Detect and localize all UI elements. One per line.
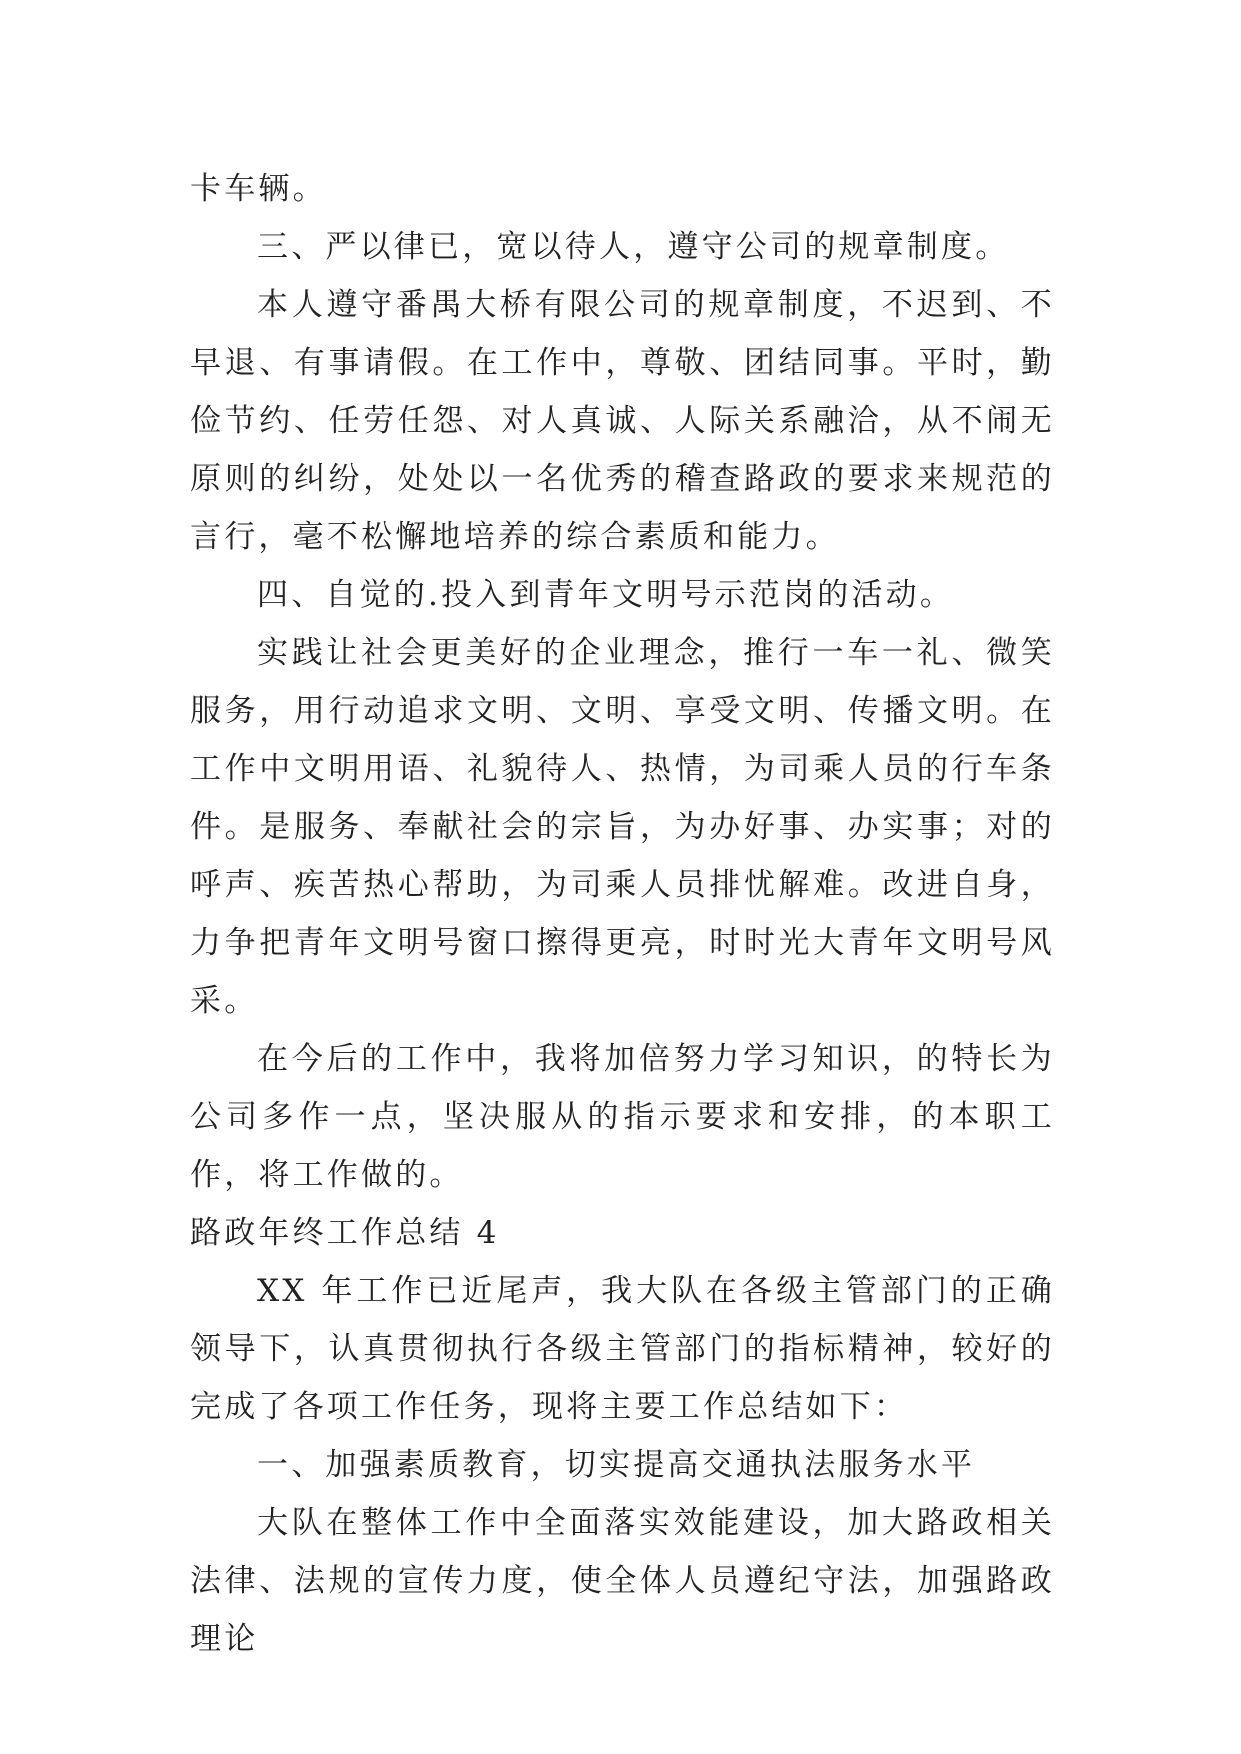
document-body: [190, 160, 1055, 1668]
paragraph: 卡车辆。: [190, 171, 327, 207]
section-heading-four: 四、自觉的.投入到青年文明号示范岗的活动。: [257, 577, 955, 613]
paragraph: 本人遵守番禺大桥有限公司的规章制度，不迟到、不早退、有事请假。在工作中，尊敬、团结同事。平时，勤俭节约、任劳任怨、对人真诚、人际关系融洽，从不闹无原则的纠纷，处处以一名优秀的稽查路政的要求来规范的言行，毫不松懈地培养的综合素质和能力。: [190, 287, 1055, 555]
paragraph: XX 年工作已近尾声，我大队在各级主管部门的正确领导下，认真贯彻执行各级主管部门的指标精神，较好的完成了各项工作任务，现将主要工作总结如下：: [190, 1273, 1055, 1425]
paragraph: 大队在整体工作中全面落实效能建设，加大路政相关法律、法规的宣传力度，使全体人员遵纪守法，加强路政理论: [190, 1505, 1055, 1657]
paragraph: 实践让社会更美好的企业理念，推行一车一礼、微笑服务，用行动追求文明、文明、享受文明、传播文明。在工作中文明用语、礼貌待人、热情，为司乘人员的行车条件。是服务、奉献社会的宗旨，为办好事、办实事；对的呼声、疾苦热心帮助，为司乘人员排忧解难。改进自身，力争把青年文明号窗口擦得更亮，时时光大青年文明号风采。: [190, 635, 1055, 1019]
subsection-heading: 一、加强素质教育，切实提高交通执法服务水平: [257, 1447, 976, 1483]
paragraph: 在今后的工作中，我将加倍努力学习知识，的特长为公司多作一点，坚决服从的指示要求和安排，的本职工作，将工作做的。: [190, 1041, 1055, 1193]
section-title: 路政年终工作总结 4: [190, 1215, 500, 1251]
section-heading-three: 三、严以律已，宽以待人，遵守公司的规章制度。: [257, 229, 1010, 265]
